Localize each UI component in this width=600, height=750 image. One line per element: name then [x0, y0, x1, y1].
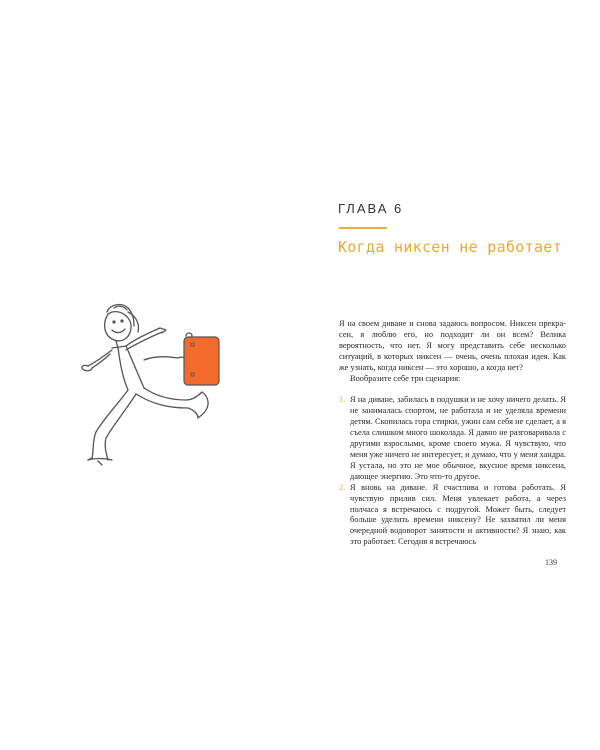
list-text: Я вновь на диване. Я счастлива и готова работать. Я чувствую прилив сил. Меня увлекает работа, а через полчаса я встречаюсь с подругой. Может быть, следует больше уделить времени никсену? Не захватил ли меня очередной водоворот занятости и активности? Я знаю, как это работает. Сегодня я встречаюсь — [350, 482, 566, 547]
page-number: 139 — [545, 558, 557, 567]
list-item — [339, 395, 566, 482]
list-number: 1. — [339, 395, 346, 405]
scenario-list — [339, 395, 566, 548]
lead-paragraph: Вообразите себе три сценария: — [350, 373, 461, 383]
intro-paragraph: Я на своем диване и снова задаюсь вопросом. Никсен прекрасен, я люблю его, но подходит ли он всем? Велика вероятность, что нет. Я могу представить себе несколько ситуаций, в которых никсен — очень, очень плохая идея. Как же узнать, когда никсен — это хорошо, а когда нет? — [339, 319, 566, 372]
chapter-label: ГЛАВА 6 — [338, 201, 404, 216]
list-item — [339, 483, 566, 548]
chapter-title: Когда никсен не работает — [338, 238, 562, 256]
body-text — [339, 319, 566, 548]
running-person-with-briefcase-icon — [74, 300, 224, 475]
list-text: Я на диване, забилась в подушки и не хочу ничего делать. Я не занималась спортом, не работала и не уделяла времени детям. Скопилась гора стирки, ужин сам себя не сделает, а я съела слишком много шоколада. Я давно не разговаривала с другими взрослыми, кроме своего мужа. Я чувствую, что меня уже ничего не интересует, и думаю, что у меня хандра. Я устала, но это не мое обычное, вкусное время никсена, дающее энергию. Это что-то другое. — [350, 395, 566, 481]
list-number: 2. — [339, 482, 346, 492]
chapter-rule — [339, 227, 387, 229]
